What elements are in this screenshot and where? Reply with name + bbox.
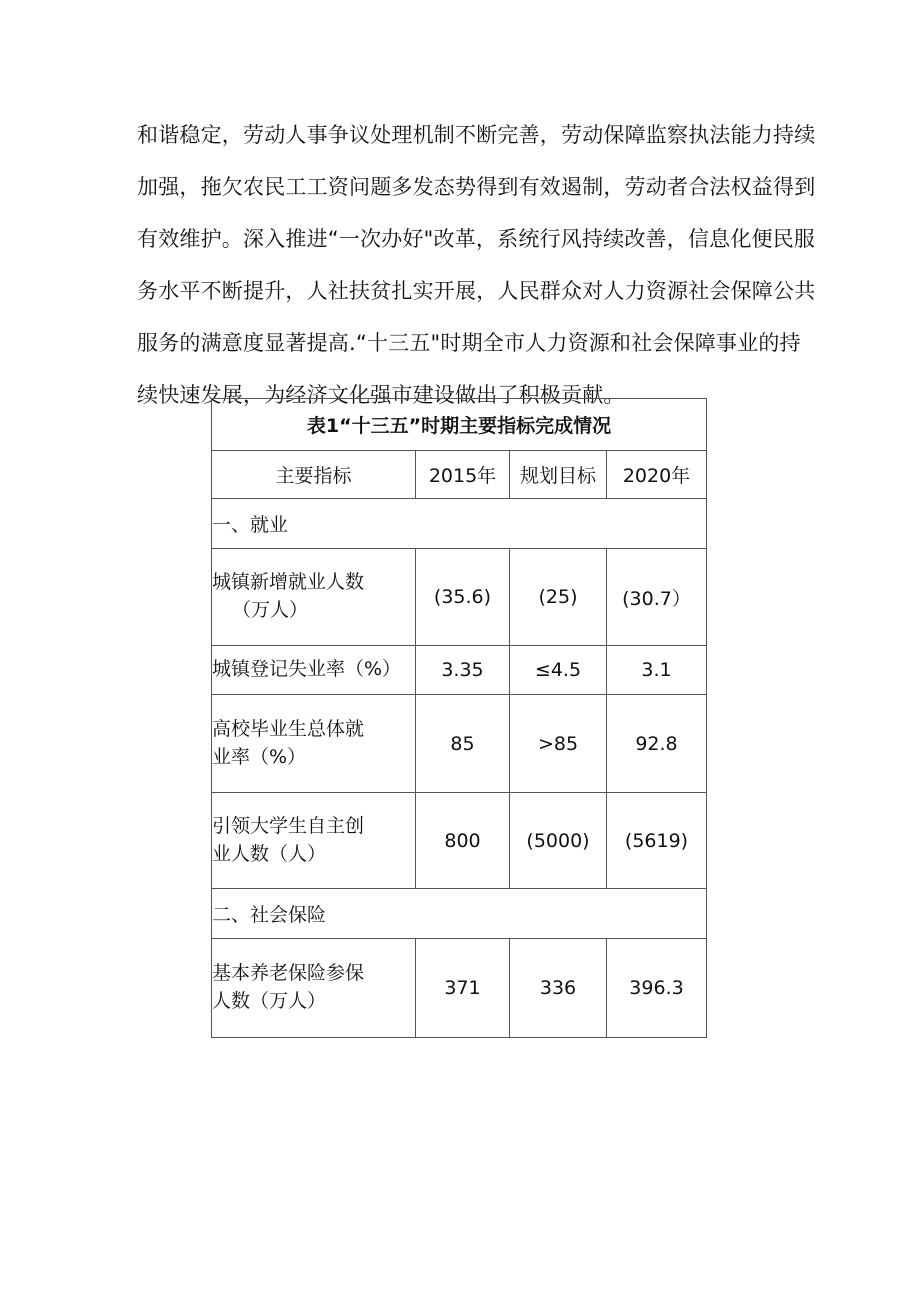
indicators-table (211, 398, 707, 1038)
header-2015: 2015年 (416, 451, 510, 499)
indicator-label (212, 939, 416, 1038)
section-row-employment (212, 499, 707, 549)
table-row (212, 549, 707, 646)
label-line-1: 基本养老保险参保 (212, 962, 365, 985)
paragraph-line: 有效维护。深入推进“一次办好"改革，系统行风持续改善，信息化便民服 (137, 227, 816, 251)
value-2015: (35.6) (416, 549, 510, 646)
header-target: 规划目标 (510, 451, 607, 499)
value-2015: 800 (416, 793, 510, 889)
table-header-row (212, 451, 707, 499)
value-target: (5000) (510, 793, 607, 889)
paragraph-line: 续快速发展，为经济文化强市建设做出了积极贡献。 (137, 383, 625, 407)
value-target: 336 (510, 939, 607, 1038)
section-title-employment: 一、就业 (212, 499, 707, 549)
indicator-label (212, 695, 416, 793)
paragraph-line: 加强，拖欠农民工工资问题多发态势得到有效遏制，劳动者合法权益得到 (137, 175, 816, 199)
indicator-label (212, 646, 416, 695)
label-line-2: （万人） (232, 599, 309, 621)
value-2020: 3.1 (607, 646, 707, 695)
indicator-label (212, 793, 416, 889)
section-row-insurance (212, 889, 707, 939)
body-paragraph (137, 117, 816, 429)
table-caption: 表1“十三五”时期主要指标完成情况 (212, 399, 707, 451)
table-row (212, 793, 707, 889)
value-2015: 85 (416, 695, 510, 793)
value-2020: 92.8 (607, 695, 707, 793)
header-2020: 2020年 (607, 451, 707, 499)
label-line-2: 业人数（人） (212, 842, 327, 865)
value-target: ≤4.5 (510, 646, 607, 695)
value-2015: 3.35 (416, 646, 510, 695)
indicator-label (212, 549, 416, 646)
label-line-2: 业率（%） (212, 745, 307, 768)
label-line-1: 引领大学生自主创 (212, 814, 365, 837)
label-line-1: 城镇新增就业人数 (212, 571, 365, 594)
label-line-2: 人数（万人） (212, 990, 327, 1012)
table-row (212, 939, 707, 1038)
paragraph-line: 务水平不断提升，人社扶贫扎实开展，人民群众对人力资源社会保障公共 (137, 279, 816, 303)
value-2020: (5619) (607, 793, 707, 889)
value-2020: (30.7） (607, 549, 707, 646)
table-row (212, 695, 707, 793)
section-title-insurance: 二、社会保险 (212, 889, 707, 939)
label-line-1: 高校毕业生总体就 (212, 717, 365, 740)
table-caption-row (212, 399, 707, 451)
paragraph-line: 和谐稳定，劳动人事争议处理机制不断完善，劳动保障监察执法能力持续 (137, 123, 816, 147)
header-indicator: 主要指标 (212, 451, 416, 499)
value-target: >85 (510, 695, 607, 793)
paragraph-line: 服务的满意度显著提高.“十三五"时期全市人力资源和社会保障事业的持 (137, 331, 801, 355)
table-row (212, 646, 707, 695)
value-2015: 371 (416, 939, 510, 1038)
label-line-1: 城镇登记失业率（%） (212, 658, 402, 681)
value-2020: 396.3 (607, 939, 707, 1038)
value-target: (25) (510, 549, 607, 646)
